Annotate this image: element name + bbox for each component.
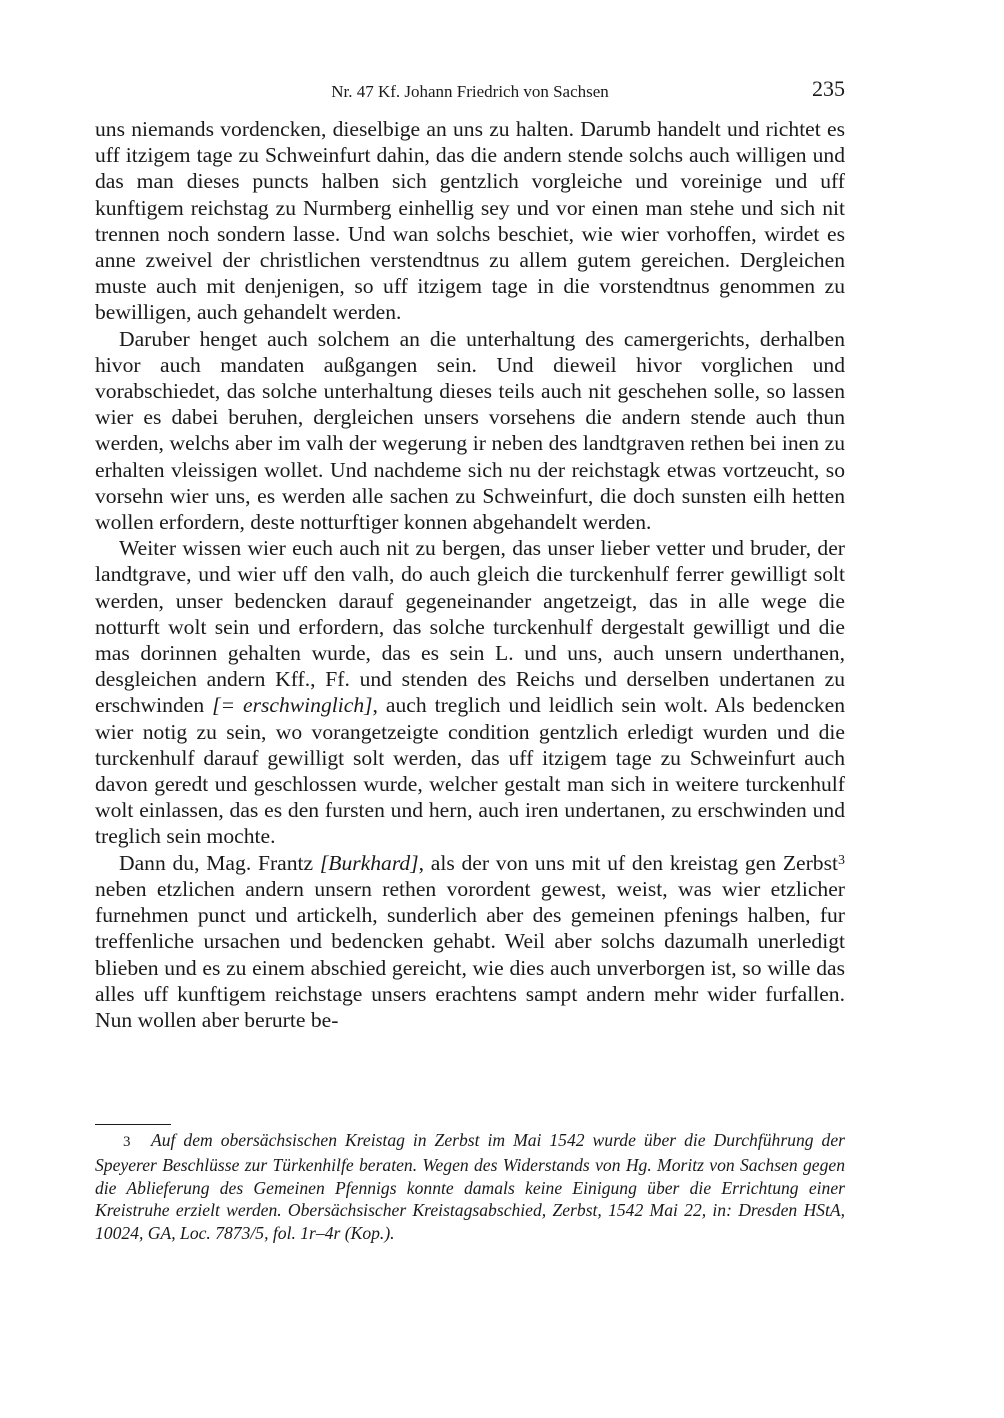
paragraph-1: uns niemands vordencken, dieselbige an uns zu halten. Darumb handelt und richtet es uff itzigem tage zu Schweinfurt dahin, das die andern stende solchs auch willigen und das man dieses puncts halben sich gentzlich vorgleiche und voreinige und uff kunftigem reichstag zu Nurmberg einhellig sey und vor einen man stehe und sich nit trennen noch sondern lasse. Und wan solchs beschiet, wie wier vorhoffen, wirdet es anne zweivel der christlichen verstendtnus zu allem gutem gereichen. Dergleichen muste auch mit denjenigen, so uff itzigem tage in die vorstendtnus genommen zu bewilligen, auch gehandelt werden.	[95, 117, 845, 325]
paragraph-4	[95, 850, 845, 1033]
body-text	[95, 116, 845, 1033]
footnote	[95, 1129, 845, 1245]
paragraph-3-text-a: Weiter wissen wier euch auch nit zu bergen, das unser lieber vetter und bruder, der landtgrave, und wier uff den valh, do auch gleich die turckenhulf ferrer gewilligt solt werden, unser bedencken darauf gegeneinander angetzeigt, das in alle wege die notturft wolt sein und erfordern, das solche turckenhulf dergestalt gewilligt und die mas dorinnen gehalten wurde, das es sein L. und uns, auch unsern underthanen, desgleichen andern Kff., Ff. und stenden des Reichs und derselben undertanen zu erschwinden	[95, 536, 845, 718]
paragraph-2: Daruber henget auch solchem an die unterhaltung des camergerichts, derhalben hivor auch mandaten außgangen sein. Und dieweil hivor vorglichen und vorabschiedet, das solche unterhaltung dieses teils auch nit geschehen solle, so lassen wier es dabei beruhen, dergleichen unsers vorsehens die andern stende auch thun werden, welchs aber im valh der wegerung ir neben des landtgraven rethen bei inen zu erhalten vleissigen wollet. Und nachdeme sich nu der reichstagk etwas vortzeucht, so vorsehn wier uns, es werden alle sachen zu Schweinfurt, die doch sunsten eilh hetten wollen erfordern, deste notturftiger konnen abgehandelt werden.	[95, 326, 845, 535]
running-head	[95, 76, 845, 116]
paragraph-4-text-c: neben etzlichen andern unsern rethen vorordent gewest, weist, was wier etzlicher furnehmen punct und artickelh, sunderlich aber des gemeinen pfenings halben, fur treffenliche ursachen und bedencken gehabt. Weil aber solchs dazumalh unerledigt blieben und es zu einem abschied gereicht, wie dies auch unverborgen ist, so wille das alles uff kunftigem reichstage unsers erachtens sampt andern mehr wider furfallen. Nun wollen aber berurte be-	[95, 876, 845, 1032]
footnote-reference[interactable]: 3	[838, 852, 845, 868]
page	[95, 76, 845, 1033]
paragraph-4-text-b: , als der von uns mit uf den kreistag gen Zerbst	[418, 850, 838, 875]
editorial-gloss: [= erschwinglich]	[212, 693, 373, 718]
editorial-name: [Burkhard]	[319, 850, 419, 875]
paragraph-4-text-a: Dann du, Mag. Frantz	[119, 850, 320, 875]
footnote-rule	[95, 1124, 171, 1125]
footnote-number: 3	[123, 1134, 131, 1150]
running-title: Nr. 47 Kf. Johann Friedrich von Sachsen	[331, 82, 609, 101]
page-number: 235	[812, 76, 845, 101]
paragraph-3-text-b: , auch treglich und leidlich sein wolt. Als bedencken wier notig zu sein, wo vorangetzeigte condition gentzlich erledigt wurden und die turckenhulf darauf gewilligt solt werden, das uff itzigem tage zu Schweinfurt auch davon geredt und geschlossen wurde, welcher gestalt man sich in weitere turckenhulf wolt einlassen, das es den fursten und hern, auch iren undertanen, zu erschwinden und treglich sein mochte.	[95, 693, 845, 849]
paragraph-3	[95, 535, 845, 849]
footnote-text: Auf dem obersächsischen Kreistag in Zerbst im Mai 1542 wurde über die Durchführung der Speyerer Beschlüsse zur Türkenhilfe beraten. Wegen des Widerstands von Hg. Moritz von Sachsen gegen die Ablieferung des Gemeinen Pfennigs konnte damals keine Einigung über die Errichtung einer Kreistruhe erzielt werden. Obersächsischer Kreistagsabschied, Zerbst, 1542 Mai 22, in: Dresden HStA, 10024, GA, Loc. 7873/5, fol. 1r–4r (Kop.).	[95, 1130, 845, 1244]
